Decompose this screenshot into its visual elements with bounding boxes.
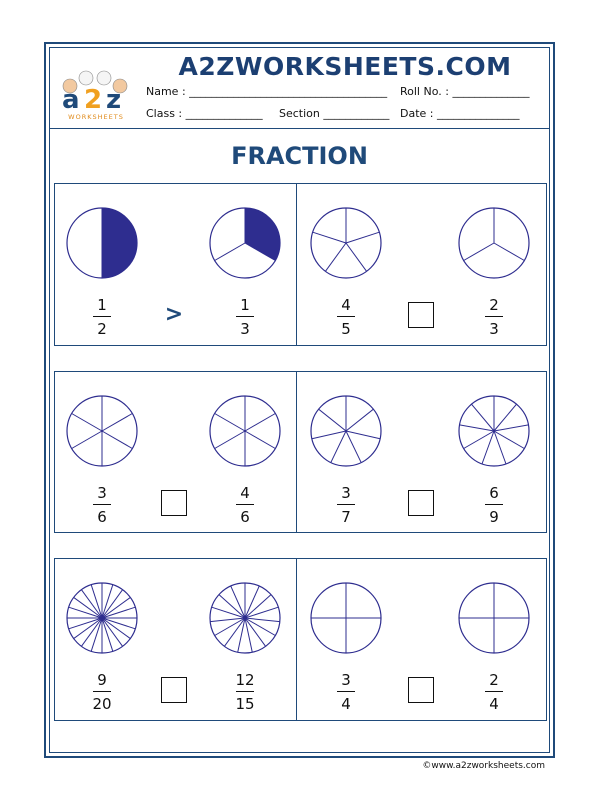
circle-divider: [215, 414, 245, 432]
circle-divider: [460, 425, 494, 431]
circle-divider: [102, 618, 130, 639]
circle-divider: [72, 414, 102, 432]
fraction-denominator: 15: [235, 695, 255, 713]
shaded-sector: [102, 208, 137, 278]
fraction-right: [230, 296, 260, 338]
footer-copyright: ©www.a2zworksheets.com: [422, 761, 545, 771]
fraction-right: [479, 671, 509, 713]
circle-divider: [482, 431, 494, 464]
circle-divider: [245, 595, 271, 618]
fraction-bar: [337, 691, 355, 692]
fraction-numerator: 3: [341, 671, 351, 689]
site-title: A2ZWORKSHEETS.COM: [178, 52, 512, 81]
circle-divider: [74, 597, 102, 618]
circle-divider: [102, 618, 135, 629]
svg-text:z: z: [106, 85, 122, 115]
fraction-left: [331, 671, 361, 713]
circle-divider: [313, 232, 346, 243]
fraction-denominator: 7: [341, 508, 351, 526]
fraction-numerator: 2: [489, 671, 499, 689]
name-field-label: Name : ____________________________________: [146, 85, 388, 98]
fraction-bar: [485, 504, 503, 505]
circle-divider: [102, 585, 113, 618]
circle-divider: [494, 404, 516, 431]
circle-divider: [91, 618, 102, 651]
circle-divider: [494, 431, 524, 449]
fraction-numerator: 3: [341, 484, 351, 502]
fraction-bar: [236, 316, 254, 317]
fraction-left: [331, 484, 361, 526]
page-title: FRACTION: [231, 142, 368, 170]
fraction-denominator: 2: [97, 320, 107, 338]
circle-divider: [102, 590, 123, 618]
fraction-circle-left: [65, 394, 139, 468]
fraction-left: [87, 296, 117, 338]
comparison-answer-box[interactable]: [161, 677, 187, 703]
fraction-bar: [236, 691, 254, 692]
fraction-bar: [485, 691, 503, 692]
fraction-circle-right: [208, 206, 282, 280]
fraction-numerator: 9: [97, 671, 107, 689]
section-field-label: Section ____________: [279, 107, 390, 120]
fraction-numerator: 3: [97, 484, 107, 502]
circle-divider: [346, 431, 380, 439]
circle-divider: [102, 431, 132, 449]
comparison-sign: >: [164, 302, 184, 327]
circle-divider: [325, 243, 346, 271]
fraction-denominator: 3: [489, 320, 499, 338]
fraction-bar: [93, 691, 111, 692]
roll-field-label: Roll No. : ______________: [400, 85, 530, 98]
class-field-label: Class : ______________: [146, 107, 263, 120]
fraction-circle-left: [65, 581, 139, 655]
fraction-numerator: 1: [97, 296, 107, 314]
fraction-numerator: 2: [489, 296, 499, 314]
circle-divider: [494, 425, 528, 431]
fraction-denominator: 9: [489, 508, 499, 526]
date-field-label: Date : _______________: [400, 107, 520, 120]
circle-divider: [102, 618, 113, 651]
fraction-denominator: 3: [240, 320, 250, 338]
circle-divider: [245, 586, 259, 618]
circle-divider: [215, 431, 245, 449]
circle-divider: [102, 414, 132, 432]
circle-divider: [346, 431, 361, 463]
fraction-numerator: 6: [489, 484, 499, 502]
circle-divider: [102, 597, 130, 618]
circle-divider: [102, 618, 123, 646]
circle-divider: [69, 618, 102, 629]
circle-divider: [494, 243, 524, 261]
fraction-circle-right: [208, 581, 282, 655]
fraction-circle-left: [309, 394, 383, 468]
fraction-denominator: 4: [341, 695, 351, 713]
fraction-bar: [93, 504, 111, 505]
fraction-circle-right: [208, 394, 282, 468]
fraction-circle-left: [309, 206, 383, 280]
fraction-denominator: 20: [92, 695, 112, 713]
circle-divider: [81, 590, 102, 618]
fraction-circle-left: [309, 581, 383, 655]
circle-divider: [319, 409, 346, 431]
fraction-right: [230, 671, 260, 713]
circle-divider: [312, 431, 346, 439]
fraction-bar: [337, 316, 355, 317]
fraction-denominator: 4: [489, 695, 499, 713]
comparison-answer-box[interactable]: [408, 490, 434, 516]
fraction-left: [87, 484, 117, 526]
svg-text:2: 2: [84, 85, 103, 115]
fraction-circle-right: [457, 394, 531, 468]
fraction-bar: [337, 504, 355, 505]
fraction-circle-left: [65, 206, 139, 280]
fraction-right: [230, 484, 260, 526]
fraction-numerator: 1: [240, 296, 250, 314]
circle-divider: [464, 243, 494, 261]
comparison-answer-box[interactable]: [408, 677, 434, 703]
circle-divider: [346, 409, 373, 431]
fraction-bar: [236, 504, 254, 505]
fraction-denominator: 5: [341, 320, 351, 338]
circle-divider: [494, 431, 506, 464]
fraction-denominator: 6: [97, 508, 107, 526]
fraction-circle-right: [457, 581, 531, 655]
comparison-answer-box[interactable]: [161, 490, 187, 516]
svg-text:a: a: [62, 85, 80, 115]
comparison-answer-box[interactable]: [408, 302, 434, 328]
fraction-left: [87, 671, 117, 713]
a2z-logo-icon: [56, 64, 136, 122]
fraction-bar: [93, 316, 111, 317]
circle-divider: [69, 607, 102, 618]
circle-divider: [102, 607, 135, 618]
circle-divider: [81, 618, 102, 646]
circle-divider: [245, 431, 275, 449]
fraction-denominator: 6: [240, 508, 250, 526]
svg-text:WORKSHEETS: WORKSHEETS: [68, 113, 124, 121]
circle-divider: [72, 431, 102, 449]
circle-divider: [346, 243, 367, 271]
circle-divider: [91, 585, 102, 618]
header-divider: [49, 128, 550, 129]
fraction-bar: [485, 316, 503, 317]
fraction-right: [479, 484, 509, 526]
circle-divider: [219, 595, 245, 618]
fraction-left: [331, 296, 361, 338]
fraction-right: [479, 296, 509, 338]
circle-divider: [215, 243, 245, 261]
fraction-circle-right: [457, 206, 531, 280]
circle-divider: [331, 431, 346, 463]
fraction-numerator: 12: [235, 671, 255, 689]
fraction-numerator: 4: [240, 484, 250, 502]
circle-divider: [346, 232, 379, 243]
circle-divider: [472, 404, 494, 431]
circle-divider: [245, 607, 278, 618]
fraction-numerator: 4: [341, 296, 351, 314]
circle-divider: [245, 414, 275, 432]
circle-divider: [212, 607, 245, 618]
circle-divider: [74, 618, 102, 639]
circle-divider: [231, 586, 245, 618]
circle-divider: [464, 431, 494, 449]
